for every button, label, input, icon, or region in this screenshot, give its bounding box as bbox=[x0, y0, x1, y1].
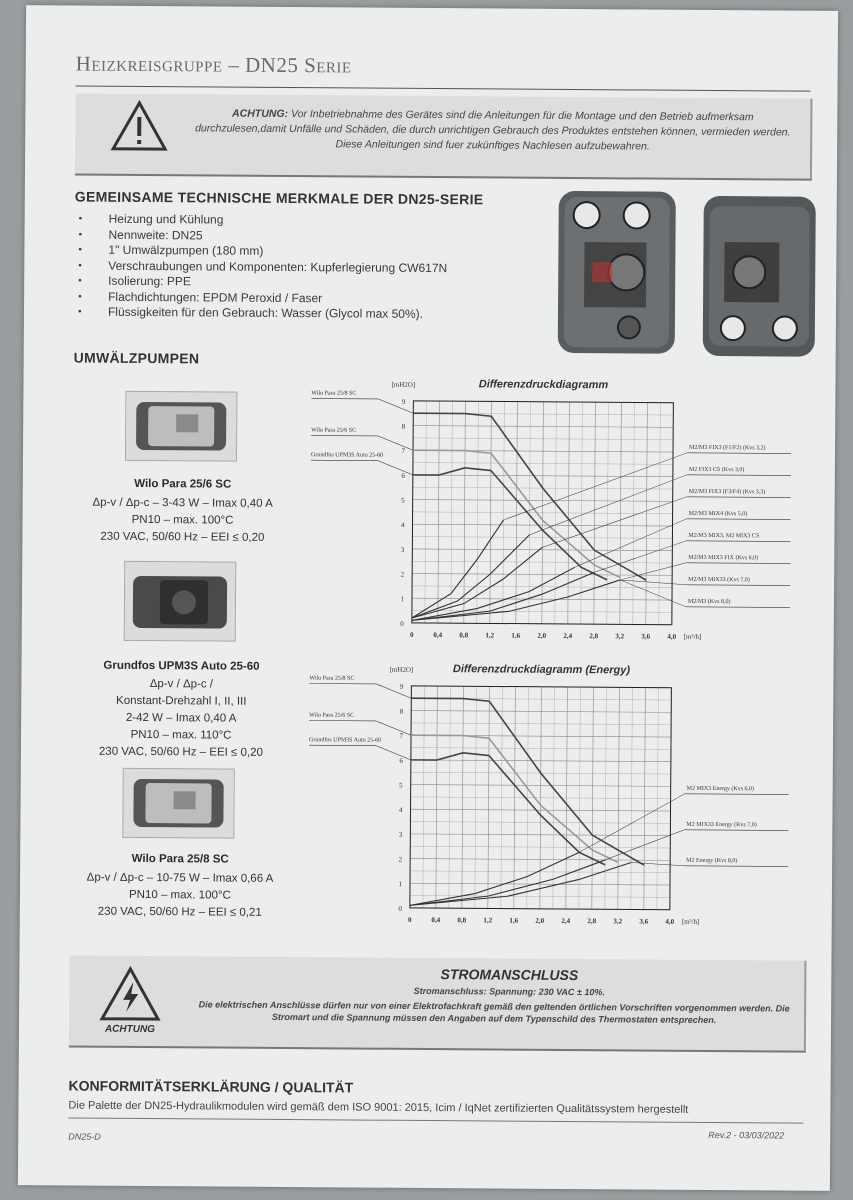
y-tick-label: 4 bbox=[398, 806, 403, 815]
y-tick-label: 7 bbox=[401, 447, 406, 456]
pump-photo-wilo-25-8 bbox=[122, 768, 234, 839]
x-tick-label: 1,2 bbox=[485, 631, 495, 640]
leader-line bbox=[605, 829, 684, 860]
y-tick-label: 8 bbox=[399, 707, 404, 716]
leader-line bbox=[687, 497, 791, 498]
system-curve-label: M2/M3 MIX3 FIX (Kvs 6,0) bbox=[688, 554, 759, 562]
leader-line bbox=[686, 607, 790, 608]
feature-item: • Nennweite: DN25 bbox=[74, 227, 514, 246]
system-curve-label: M2/M3 MIX3, M2 MIX3 CS bbox=[688, 532, 760, 540]
pump-photo-grundfos bbox=[124, 561, 237, 642]
system-curve-label: M2/M3 (Kvs 8,0) bbox=[687, 598, 731, 606]
pump-spec-line: 2-42 W – Imax 0,40 A bbox=[125, 711, 237, 725]
system-curve bbox=[412, 534, 530, 619]
y-axis-label: [mH2O] bbox=[391, 380, 416, 389]
x-tick-label: 2,8 bbox=[587, 917, 597, 926]
warning-triangle-icon bbox=[110, 100, 168, 152]
x-tick-label: 0,4 bbox=[433, 631, 443, 640]
y-axis-label: [mH2O] bbox=[389, 665, 414, 674]
pump-spec bbox=[62, 494, 302, 547]
pump-curve bbox=[410, 752, 606, 864]
pump-curve-label: Grundfos UPM3S Auto 25-60 bbox=[310, 452, 384, 459]
leader-line bbox=[376, 721, 411, 735]
power-text: Die elektrischen Anschlüsse dürfen nur von einer Elektrofachkraft gemäß den geltenden örtlichen Vorschriften vorgenommen werden. Die Stromart und die Spannung müssen den Angaben auf dem Typenschild des Thermostaten entsprechen. bbox=[198, 999, 790, 1026]
system-curve-label: M2 FIX3 CS (Kvs 3,0) bbox=[688, 466, 745, 474]
y-tick-label: 2 bbox=[398, 855, 403, 864]
x-tick-label: 4,0 bbox=[665, 917, 675, 926]
leader-line bbox=[378, 399, 413, 413]
pump-spec-line: Δp-v / Δp-c – 3-43 W – Imax 0,40 A bbox=[92, 496, 273, 510]
pump-curve-label: Wilo Para 25/6 SC bbox=[311, 427, 357, 434]
x-tick-label: 2,4 bbox=[563, 631, 573, 641]
document-title: Heizkreisgruppe – DN25 Serie bbox=[75, 51, 352, 78]
pump-curve-label: Wilo Para 25/8 SC bbox=[311, 390, 357, 397]
x-tick-label: 0,4 bbox=[431, 916, 441, 925]
pump-spec-line: 230 VAC, 50/60 Hz – EEI ≤ 0,20 bbox=[100, 530, 265, 544]
pumps-heading: UMWÄLZPUMPEN bbox=[73, 349, 200, 367]
x-tick-label: 0 bbox=[409, 630, 414, 639]
pump-spec-line: Δp-v / Δp-c / bbox=[149, 678, 214, 691]
leader-line bbox=[376, 684, 411, 698]
x-tick-label: 3,6 bbox=[641, 632, 651, 641]
y-tick-label: 4 bbox=[400, 521, 405, 530]
system-curve-label: M2 Energy (Kvs 8,0) bbox=[686, 857, 738, 865]
leader-line bbox=[686, 563, 790, 564]
revision-label: Rev.2 - 03/03/2022 bbox=[708, 1129, 785, 1141]
pump-curve bbox=[412, 467, 608, 579]
y-tick-label: 6 bbox=[401, 471, 405, 480]
pump-spec bbox=[60, 869, 300, 922]
chart-title: Differenzdruckdiagramm bbox=[478, 378, 609, 392]
pump-spec-line: Δp-v / Δp-c – 10-75 W – Imax 0,66 A bbox=[86, 871, 274, 885]
leader-line bbox=[685, 794, 789, 795]
x-tick-label: 0,8 bbox=[457, 916, 467, 925]
pump-spec-line: PN10 – max. 100°C bbox=[128, 888, 231, 902]
conformity-text: Die Palette der DN25-Hydraulikmodulen wird gemäß dem ISO 9001: 2015, Icim / IqNet zertifizierten Qualitätssystem hergestellt bbox=[68, 1099, 689, 1116]
warning-lead: ACHTUNG: bbox=[232, 107, 289, 121]
pump-spec-line: 230 VAC, 50/60 Hz – EEI ≤ 0,20 bbox=[98, 745, 263, 759]
footer-divider bbox=[68, 1118, 803, 1124]
x-axis-label: [m³/h] bbox=[683, 632, 702, 641]
pump-photo-wilo-25-6 bbox=[125, 391, 237, 462]
pump-spec bbox=[61, 675, 302, 762]
features-heading: GEMEINSAME TECHNISCHE MERKMALE DER DN25-SERIE bbox=[74, 188, 484, 208]
warning-text bbox=[185, 106, 800, 155]
chart-title: Differenzdruckdiagramm (Energy) bbox=[452, 663, 631, 677]
warning-body: Vor Inbetriebnahme des Gerätes sind die Anleitungen für die Montage und den Betrieb aufmerksam durchzulesen,damit Unfälle und Schäden, die durch unrichtigen Gebrauch des Produktes entstehen können, vermieden werden. Diese Anleitungen sind fuer zukünftiges Nachlesen aufzubewahren. bbox=[195, 108, 791, 153]
x-tick-label: 0 bbox=[407, 915, 412, 924]
y-tick-label: 1 bbox=[398, 880, 403, 889]
features-list bbox=[74, 212, 515, 324]
y-tick-label: 9 bbox=[399, 682, 404, 691]
pressure-chart-energy bbox=[280, 657, 807, 931]
feature-item: • Flüssigkeiten für den Gebrauch: Wasser (Glycol max 50%). bbox=[74, 305, 514, 324]
y-tick-label: 3 bbox=[398, 830, 403, 839]
pump-curve-label: Grundfos UPM3S Auto 25-60 bbox=[308, 737, 382, 744]
document-code: DN25-D bbox=[68, 1131, 101, 1142]
power-subtitle: Stromanschluss: Spannung: 230 VAC ± 10%. bbox=[413, 985, 605, 998]
title-divider bbox=[76, 86, 811, 92]
system-curve-label: M2/M3 MIX33 (Kvs 7,0) bbox=[688, 576, 750, 584]
y-tick-label: 5 bbox=[401, 496, 405, 505]
x-tick-label: 2,0 bbox=[537, 631, 547, 640]
x-tick-label: 3,2 bbox=[615, 632, 625, 641]
leader-line bbox=[376, 746, 411, 760]
x-tick-label: 0,8 bbox=[459, 631, 469, 640]
pump-name: Grundfos UPM3S Auto 25-60 bbox=[103, 659, 260, 673]
y-tick-label: 5 bbox=[399, 781, 403, 790]
pump-spec-line: PN10 – max. 100°C bbox=[131, 513, 234, 527]
power-title: STROMANSCHLUSS bbox=[440, 966, 579, 984]
y-tick-label: 8 bbox=[401, 422, 406, 431]
leader-line bbox=[542, 496, 686, 549]
y-tick-label: 2 bbox=[400, 570, 405, 579]
conformity-heading: KONFORMITÄTSERKLÄRUNG / QUALITÄT bbox=[68, 1077, 354, 1096]
feature-item: • Verschraubungen und Komponenten: Kupferlegierung CW617N bbox=[74, 258, 514, 277]
pump-curve-label: Wilo Para 25/6 SC bbox=[309, 712, 355, 719]
x-tick-label: 2,4 bbox=[561, 916, 571, 925]
x-tick-label: 3,2 bbox=[613, 917, 623, 926]
x-tick-label: 3,6 bbox=[639, 917, 649, 926]
leader-line bbox=[579, 793, 684, 853]
x-tick-label: 2,0 bbox=[535, 916, 545, 925]
y-tick-label: 0 bbox=[400, 619, 404, 628]
system-curve-label: M2/M3 MIX4 (Kvs 5,0) bbox=[688, 510, 748, 518]
x-tick-label: 1,6 bbox=[511, 631, 521, 640]
electric-hazard-icon bbox=[99, 966, 161, 1022]
pump-spec-line: 230 VAC, 50/60 Hz – EEI ≤ 0,21 bbox=[97, 905, 262, 919]
system-curve-label: M2/M3 FIX3 (F3/F4) (Kvs 3,3) bbox=[688, 488, 766, 496]
x-tick-label: 2,8 bbox=[589, 632, 599, 641]
x-tick-label: 4,0 bbox=[667, 632, 677, 641]
pump-name: Wilo Para 25/6 SC bbox=[134, 477, 232, 491]
leader-line bbox=[378, 461, 413, 475]
y-tick-label: 6 bbox=[399, 756, 403, 765]
feature-item: • 1" Umwälzpumpen (180 mm) bbox=[74, 243, 514, 262]
leader-line bbox=[687, 519, 791, 520]
x-axis-label: [m³/h] bbox=[681, 917, 700, 926]
leader-line bbox=[687, 453, 791, 454]
pump-group-photo-back bbox=[699, 192, 820, 361]
leader-line bbox=[686, 541, 790, 542]
y-tick-label: 7 bbox=[399, 732, 404, 741]
leader-line bbox=[686, 585, 790, 586]
x-tick-label: 1,6 bbox=[509, 916, 519, 925]
pump-group-photo-front bbox=[554, 187, 680, 358]
pump-curve-label: Wilo Para 25/8 SC bbox=[309, 675, 355, 682]
document-sheet bbox=[18, 5, 838, 1191]
pump-name: Wilo Para 25/8 SC bbox=[131, 852, 229, 866]
system-curve-label: M2/M3 FIX3 (F1/F2) (Kvs 3,2) bbox=[689, 444, 766, 452]
feature-item: • Heizung und Kühlung bbox=[75, 212, 515, 231]
power-connection-box bbox=[69, 956, 807, 1053]
power-warning-label: ACHTUNG bbox=[104, 1023, 156, 1036]
leader-line bbox=[378, 436, 413, 450]
pressure-chart-standard bbox=[282, 372, 809, 646]
pump-spec-line: Konstant-Drehzahl I, II, III bbox=[116, 694, 247, 708]
y-tick-label: 0 bbox=[398, 904, 402, 913]
system-curve-label: M2 MIX3 Energy (Kvs 6,0) bbox=[686, 785, 755, 793]
leader-line bbox=[687, 475, 791, 476]
system-curve-label: M2 MIX33 Energy (Kvs 7,0) bbox=[686, 821, 757, 829]
leader-line bbox=[684, 830, 788, 831]
y-tick-label: 9 bbox=[401, 397, 406, 406]
leader-line bbox=[684, 866, 788, 867]
pump-spec-line: PN10 – max. 110°C bbox=[130, 728, 232, 742]
y-tick-label: 3 bbox=[400, 545, 405, 554]
y-tick-label: 1 bbox=[400, 595, 405, 604]
leader-line bbox=[631, 863, 684, 866]
feature-item: • Flachdichtungen: EPDM Peroxid / Faser bbox=[74, 289, 514, 308]
x-tick-label: 1,2 bbox=[483, 916, 493, 925]
warning-box bbox=[75, 94, 813, 181]
feature-item: • Isolierung: PPE bbox=[74, 274, 514, 293]
